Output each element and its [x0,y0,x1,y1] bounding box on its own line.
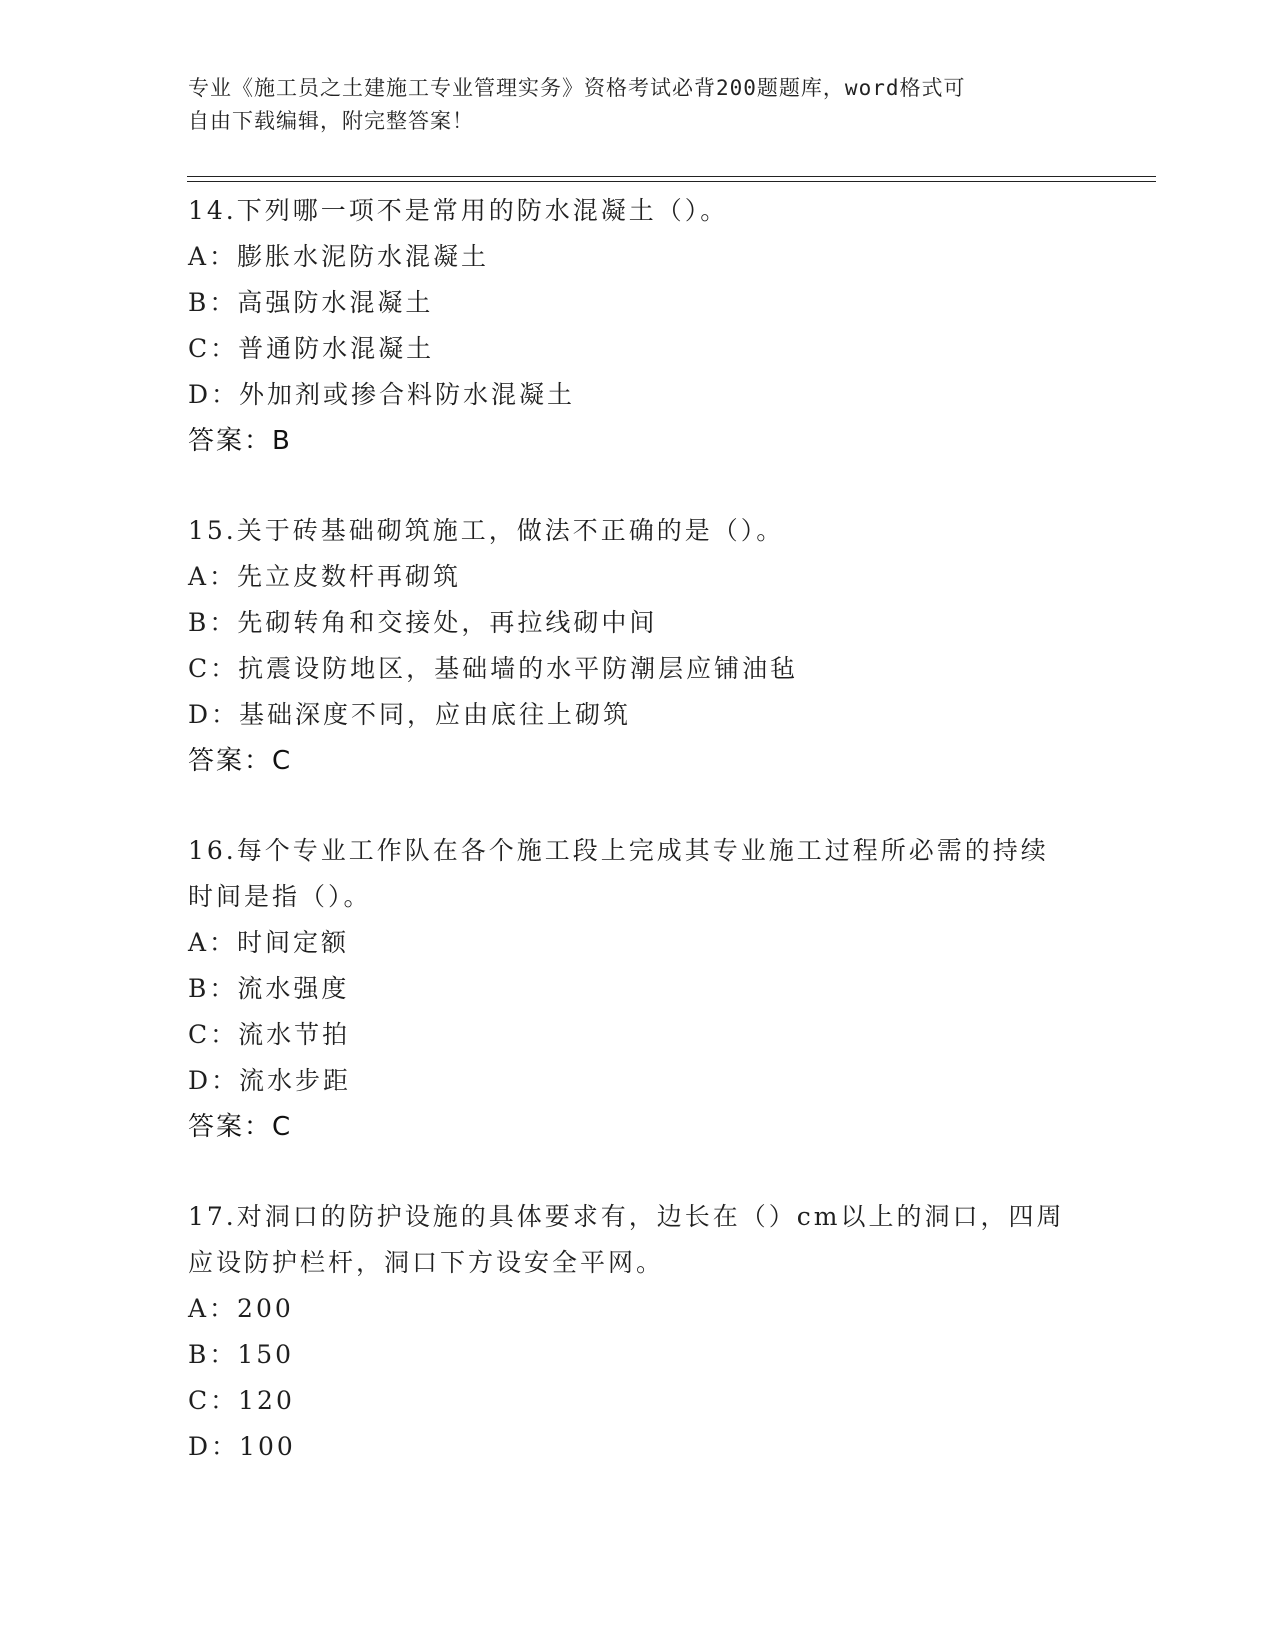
answer-line: 答案：C [188,1112,293,1142]
option-d: D：100 [188,1432,296,1461]
question-stem-line-2: 时间是指（）。 [188,882,372,911]
document-header [188,72,1088,138]
option-d: D：外加剂或掺合料防水混凝土 [188,380,576,409]
option-b: B：高强防水混凝土 [188,288,434,317]
option-d: D：流水步距 [188,1066,352,1095]
question-17 [188,1194,1088,1470]
header-title-line-1: 专业《施工员之土建施工专业管理实务》资格考试必背200题题库，word格式可 [188,76,966,100]
option-b: B：150 [188,1340,295,1369]
question-stem-line-1: 17.对洞口的防护设施的具体要求有，边长在（）cm以上的洞口，四周 [188,1202,1065,1231]
header-divider-bottom [187,181,1156,182]
option-c: C：流水节拍 [188,1020,351,1049]
option-a: A：膨胀水泥防水混凝土 [188,242,490,271]
question-stem: 14.下列哪一项不是常用的防水混凝土（）。 [188,196,729,225]
question-list [188,188,1088,1514]
option-c: C：抗震设防地区，基础墙的水平防潮层应铺油毡 [188,654,799,683]
answer-line: 答案：C [188,746,293,776]
question-16 [188,828,1088,1150]
option-a: A：先立皮数杆再砌筑 [188,562,462,591]
question-stem-line-2: 应设防护栏杆，洞口下方设安全平网。 [188,1248,665,1277]
question-stem: 15.关于砖基础砌筑施工，做法不正确的是（）。 [188,516,785,545]
option-c: C：120 [188,1386,295,1415]
answer-line: 答案：B [188,426,292,456]
option-a: A：200 [188,1294,294,1323]
question-15 [188,508,1088,784]
option-c: C：普通防水混凝土 [188,334,435,363]
question-14 [188,188,1088,464]
option-d: D：基础深度不同，应由底往上砌筑 [188,700,632,729]
option-b: B：流水强度 [188,974,350,1003]
header-divider-top [187,176,1156,177]
header-title-line-2: 自由下载编辑，附完整答案！ [188,109,474,133]
option-b: B：先砌转角和交接处，再拉线砌中间 [188,608,658,637]
option-a: A：时间定额 [188,928,350,957]
question-stem-line-1: 16.每个专业工作队在各个施工段上完成其专业施工过程所必需的持续 [188,836,1049,865]
